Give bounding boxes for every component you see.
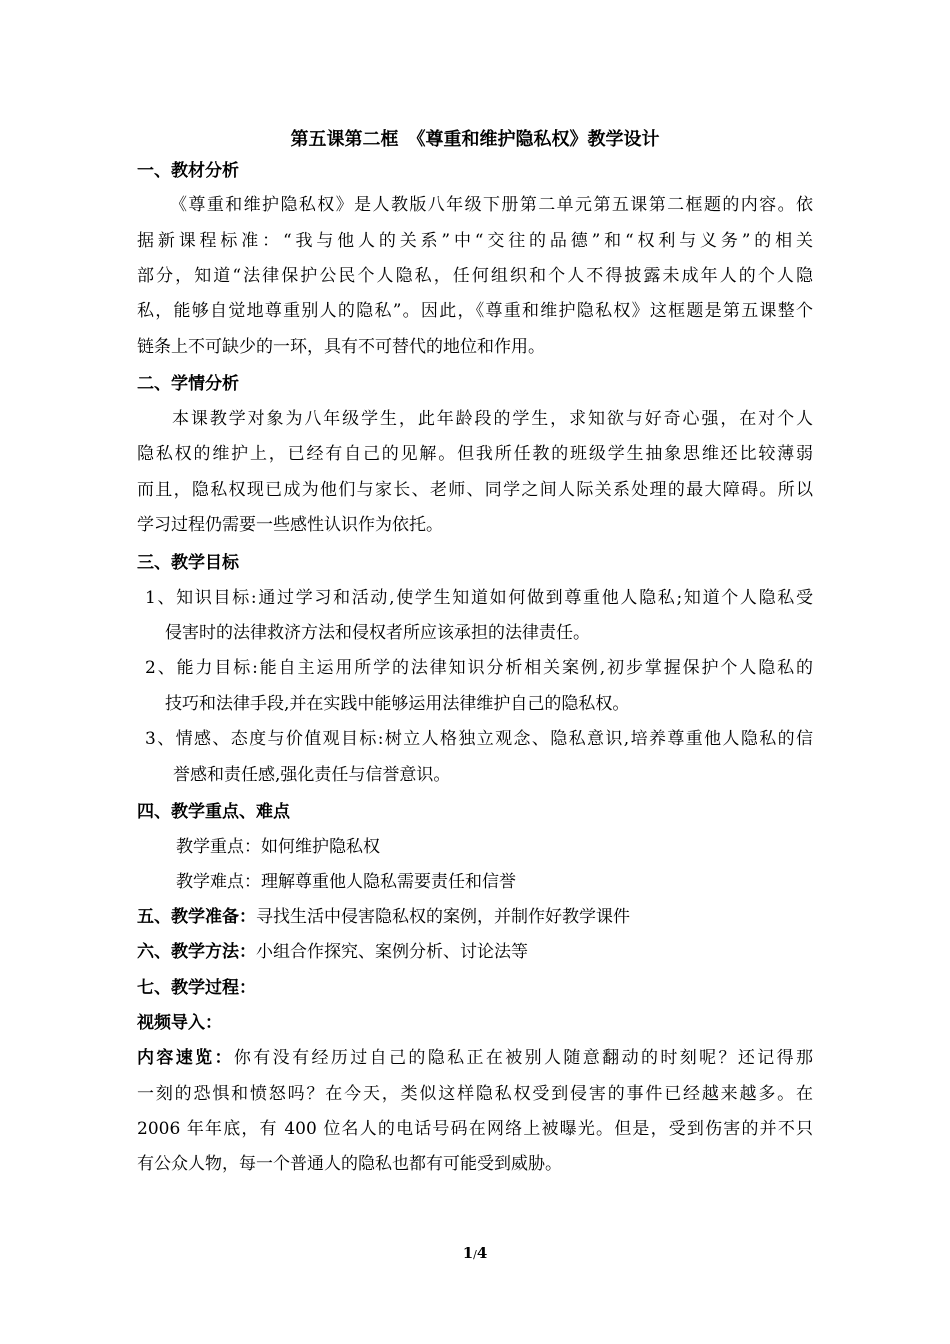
page-number bbox=[0, 1244, 950, 1262]
section-heading-student-analysis: 二、学情分析 bbox=[137, 374, 239, 394]
objective-item-continuation: 侵害时的法律救济方法和侵权者所应该承担的法律责任。 bbox=[165, 623, 590, 643]
teaching-methods-text: 小组合作探究、案例分析、讨论法等 bbox=[256, 942, 528, 962]
paragraph-line: 而且，隐私权现已成为他们与家长、老师、同学之间人际关系处理的最大障碍。所以 bbox=[137, 480, 813, 500]
objective-item-continuation: 技巧和法律手段,并在实践中能够运用法律维护自己的隐私权。 bbox=[165, 694, 630, 714]
paragraph-line: 一刻的恐惧和愤怒吗？在今天，类似这样隐私权受到侵害的事件已经越来越多。在 bbox=[137, 1084, 813, 1104]
paragraph-line: 有公众人物，每一个普通人的隐私也都有可能受到威胁。 bbox=[137, 1154, 562, 1174]
teaching-preparation bbox=[137, 906, 630, 928]
content-overview-line bbox=[137, 1047, 813, 1069]
difficulty-line: 教学难点：理解尊重他人隐私需要责任和信誉 bbox=[176, 872, 516, 892]
content-overview-text: 你有没有经历过自己的隐私正在被别人随意翻动的时刻呢？还记得那 bbox=[233, 1048, 814, 1068]
paragraph-line: 部分，知道“法律保护公民个人隐私，任何组织和个人不得披露未成年人的个人隐 bbox=[137, 266, 813, 286]
paragraph-line: 2006 年年底，有 400 位名人的电话号码在网络上被曝光。但是，受到伤害的并不只 bbox=[137, 1119, 813, 1139]
section-heading-teaching-process: 七、教学过程： bbox=[137, 978, 256, 998]
teaching-preparation-label: 五、教学准备： bbox=[137, 907, 256, 927]
section-heading-teaching-objectives: 三、教学目标 bbox=[137, 553, 239, 573]
paragraph-line: 本课教学对象为八年级学生，此年龄段的学生，求知欲与好奇心强，在对个人 bbox=[172, 409, 813, 429]
teaching-methods-label: 六、教学方法： bbox=[137, 942, 256, 962]
content-overview-label: 内容速览： bbox=[137, 1048, 234, 1068]
document-title: 第五课第二框 《尊重和维护隐私权》教学设计 bbox=[290, 129, 660, 150]
paragraph-line: 链条上不可缺少的一环，具有不可替代的地位和作用。 bbox=[137, 337, 545, 357]
key-point-line: 教学重点：如何维护隐私权 bbox=[176, 837, 380, 857]
paragraph-line: 《尊重和维护隐私权》是人教版八年级下册第二单元第五课第二框题的内容。依 bbox=[170, 195, 813, 215]
teaching-methods bbox=[137, 941, 528, 963]
objective-item: 3、情感、态度与价值观目标:树立人格独立观念、隐私意识,培养尊重他人隐私的信 bbox=[145, 729, 813, 749]
objective-item-continuation: 誉感和责任感,强化责任与信誉意识。 bbox=[173, 765, 451, 785]
objective-item: 2、能力目标:能自主运用所学的法律知识分析相关案例,初步掌握保护个人隐私的 bbox=[145, 658, 813, 678]
teaching-preparation-text: 寻找生活中侵害隐私权的案例，并制作好教学课件 bbox=[256, 907, 630, 927]
video-intro-heading: 视频导入： bbox=[137, 1013, 222, 1033]
current-page: 1 bbox=[462, 1244, 474, 1262]
section-heading-textbook-analysis: 一、教材分析 bbox=[137, 161, 239, 181]
section-heading-key-points: 四、教学重点、难点 bbox=[137, 802, 290, 822]
page-separator: / bbox=[473, 1248, 477, 1261]
paragraph-line: 隐私权的维护上，已经有自己的见解。但我所任教的班级学生抽象思维还比较薄弱 bbox=[137, 444, 813, 464]
objective-item: 1、知识目标:通过学习和活动,使学生知道如何做到尊重他人隐私;知道个人隐私受 bbox=[145, 588, 813, 608]
paragraph-line: 据新课程标准：“我与他人的关系”中“交往的品德”和“权利与义务”的相关 bbox=[137, 231, 813, 251]
paragraph-line: 学习过程仍需要一些感性认识作为依托。 bbox=[137, 515, 443, 535]
paragraph-line: 私，能够自觉地尊重别人的隐私”。因此，《尊重和维护隐私权》这框题是第五课整个 bbox=[137, 301, 813, 321]
total-pages: 4 bbox=[476, 1244, 488, 1262]
